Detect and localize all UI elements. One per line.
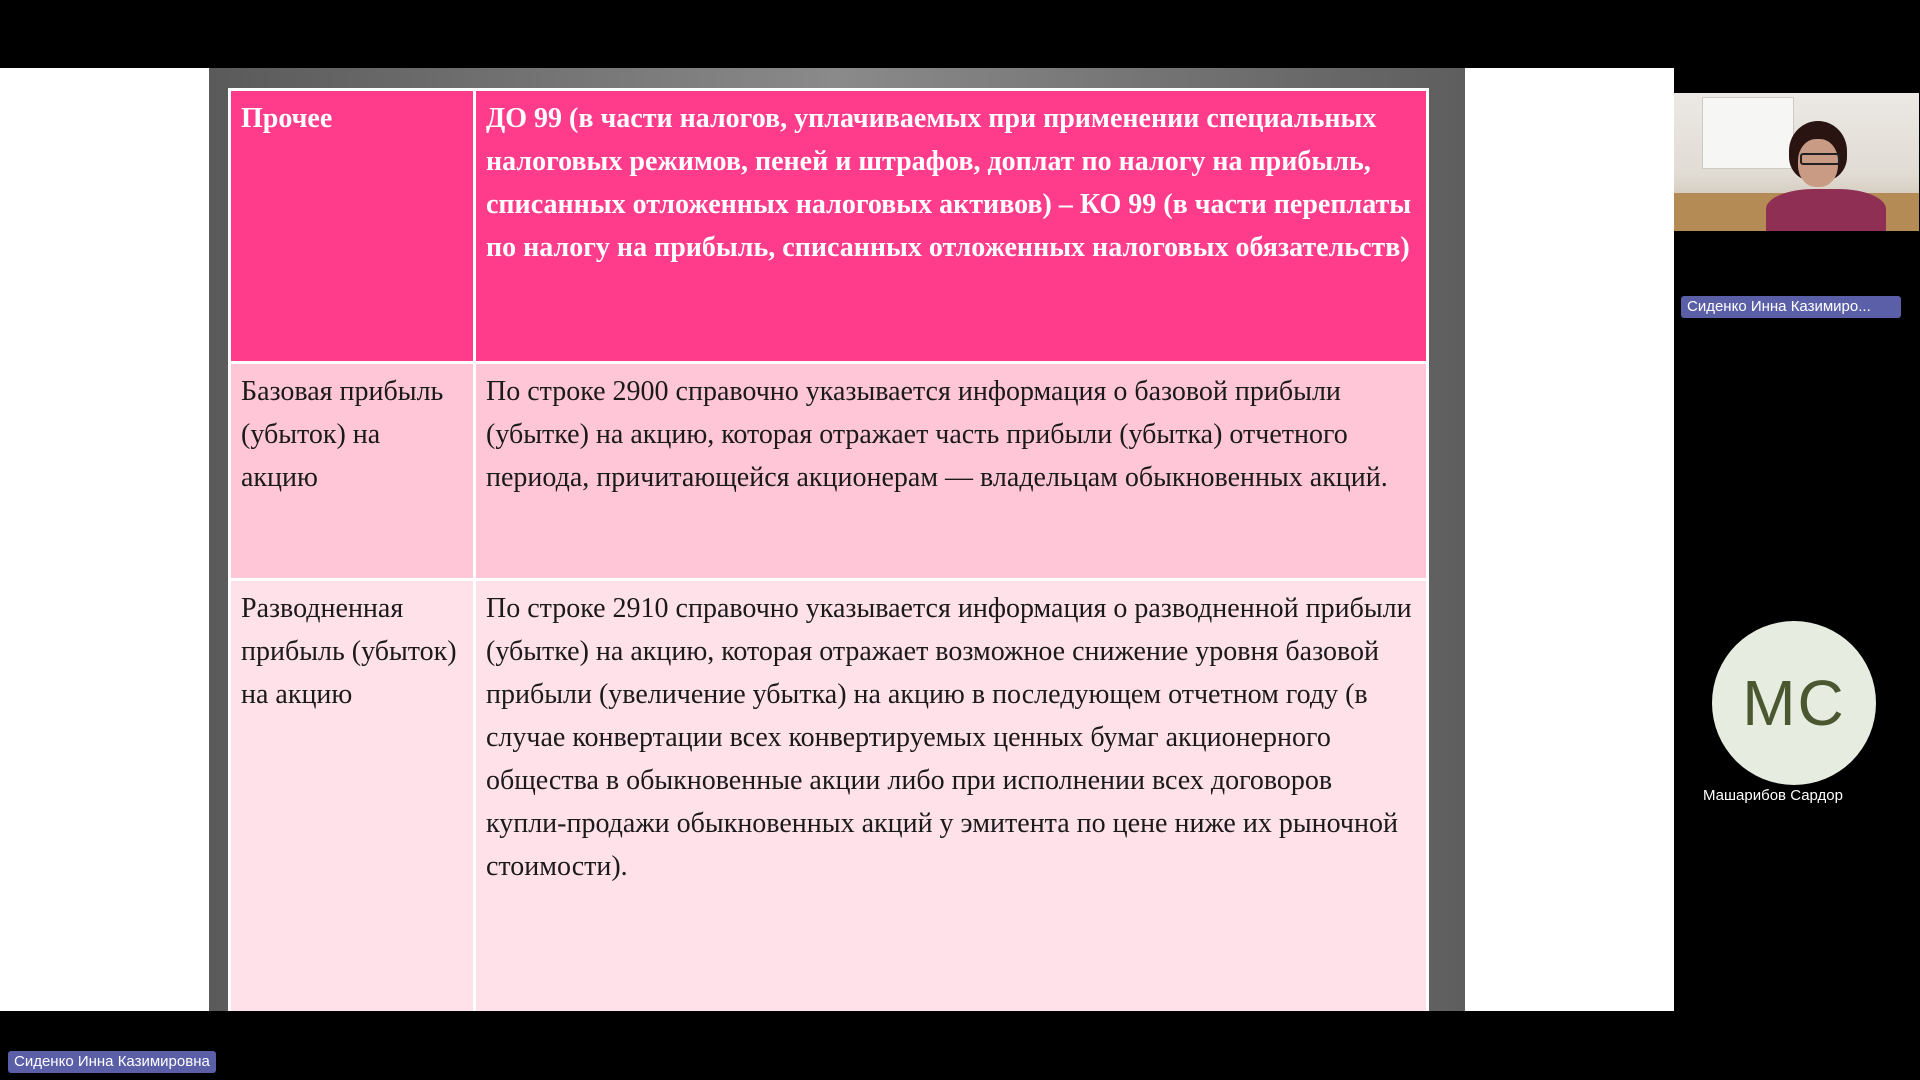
speaker-name-label: Сиденко Инна Казимиро... [1681, 296, 1901, 318]
slide-table [228, 88, 1429, 1011]
row-text: ДО 99 (в части налогов, уплачиваемых при применении специальных налоговых режимов, пеней и штрафов, доплат по налогу на прибыль, списанных отложенных налоговых активов) – КО 99 (в части переплаты по налогу на прибыль, списанных отложенных налоговых обязательств) [475, 90, 1428, 363]
self-name-label: Сиденко Инна Казимировна [8, 1051, 216, 1073]
screen-share-area [0, 68, 1674, 1011]
row-text: По строке 2900 справочно указывается информация о базовой прибыли (убытке) на акцию, которая отражает часть прибыли (убытка) отчетного периода, причитающейся акционерам — владельцам обыкновенных акций. [475, 363, 1428, 580]
video-whiteboard [1702, 97, 1794, 169]
video-person-body [1766, 189, 1886, 231]
row-label: Базовая прибыль (убыток) на акцию [230, 363, 475, 580]
speaker-video-tile[interactable] [1674, 93, 1919, 231]
video-person-glasses [1800, 153, 1840, 165]
presentation-slide [209, 68, 1465, 1011]
participant-name: Машарибов Сардор [1703, 787, 1843, 804]
table-row [230, 580, 1428, 1012]
participant-avatar[interactable]: МС [1712, 621, 1876, 785]
table-row [230, 363, 1428, 580]
row-label: Прочее [230, 90, 475, 363]
row-text: По строке 2910 справочно указывается информация о разводненной прибыли (убытке) на акцию, которая отражает возможное снижение уровня базовой прибыли (увеличение убытка) на акцию в последующем отчетном году (в случае конвертации всех конвертируемых ценных бумаг акционерного общества в обыкновенные акции либо при исполнении всех договоров купли-продажи обыкновенных акций у эмитента по цене ниже их рыночной стоимости). [475, 580, 1428, 1012]
table-row [230, 90, 1428, 363]
row-label: Разводненная прибыль (убыток) на акцию [230, 580, 475, 1012]
